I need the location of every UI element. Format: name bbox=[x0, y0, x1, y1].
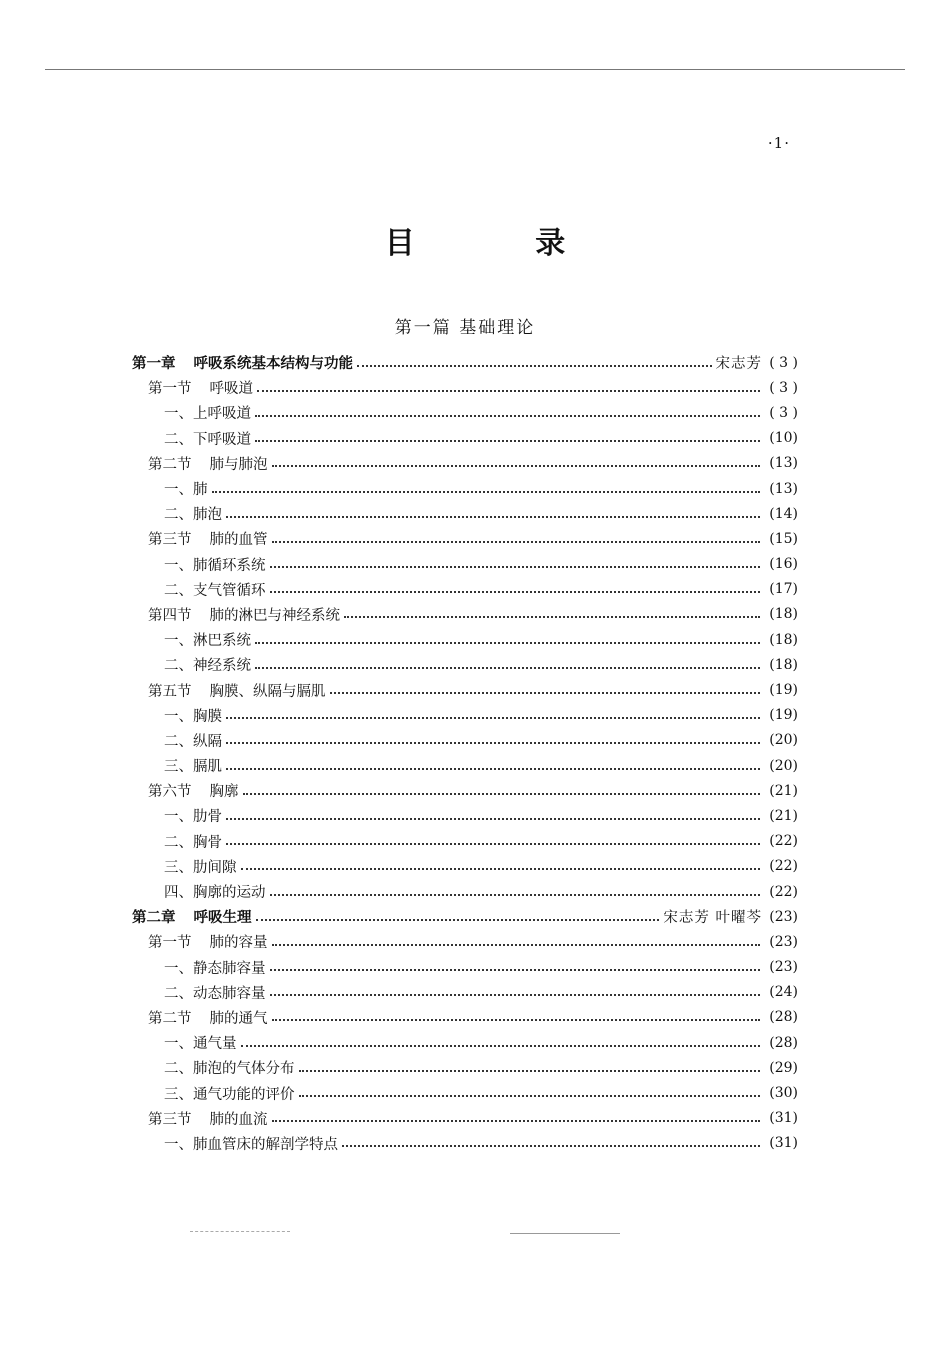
toc-entry-page: ( 3 ) bbox=[769, 379, 798, 396]
toc-subsection-row[interactable] bbox=[132, 552, 798, 577]
toc-entry-page: (22) bbox=[769, 833, 798, 850]
toc-entry-page: (16) bbox=[769, 556, 798, 573]
toc-subsection-row[interactable] bbox=[132, 476, 798, 501]
toc-entry-title: 三、膈肌 bbox=[164, 759, 222, 776]
toc-entry-title: 二、支气管循环 bbox=[164, 582, 266, 599]
toc-entry-label bbox=[164, 1133, 338, 1154]
toc-entry-author: 宋志芳 叶曜芩 bbox=[663, 910, 762, 927]
toc-entry-page: ( 3 ) bbox=[769, 354, 798, 371]
toc-subsection-row[interactable] bbox=[132, 803, 798, 828]
toc-subsection-row[interactable] bbox=[132, 426, 798, 451]
toc-entry-title: 一、肺 bbox=[164, 482, 208, 499]
dot-leader bbox=[226, 715, 760, 719]
toc-entry-label bbox=[164, 957, 266, 978]
toc-entry-title: 胸廓 bbox=[209, 784, 239, 801]
dot-leader bbox=[272, 463, 761, 467]
toc-entry-title: 肺的容量 bbox=[209, 935, 268, 952]
toc-entry-page: (30) bbox=[769, 1085, 798, 1102]
dot-leader bbox=[272, 1118, 761, 1122]
toc-entry-page: (21) bbox=[769, 807, 798, 824]
toc-entry-label bbox=[148, 1007, 268, 1028]
toc-entry-label bbox=[148, 680, 326, 701]
toc-entry-page: (22) bbox=[769, 858, 798, 875]
toc-entry-label bbox=[148, 528, 268, 549]
toc-entry-number: 第二节 bbox=[148, 1010, 192, 1027]
dot-leader bbox=[226, 514, 760, 518]
toc-section-row[interactable] bbox=[132, 929, 798, 954]
dot-leader bbox=[357, 363, 712, 367]
dot-leader bbox=[272, 1017, 761, 1021]
page-title: 目 录 bbox=[384, 226, 621, 261]
toc-entry-label bbox=[164, 1057, 295, 1078]
toc-entry-label bbox=[164, 654, 251, 675]
toc-entry-title: 一、通气量 bbox=[164, 1036, 237, 1053]
table-of-contents bbox=[132, 350, 798, 1156]
toc-entry-title: 三、肋间隙 bbox=[164, 859, 237, 876]
toc-entry-label bbox=[164, 705, 222, 726]
page-number: ·1· bbox=[767, 134, 790, 152]
toc-entry-label bbox=[148, 931, 268, 952]
toc-subsection-row[interactable] bbox=[132, 829, 798, 854]
toc-entry-label bbox=[164, 503, 222, 524]
toc-entry-label bbox=[164, 881, 266, 902]
toc-entry-label bbox=[164, 982, 266, 1003]
toc-subsection-row[interactable] bbox=[132, 854, 798, 879]
toc-entry-page: (21) bbox=[769, 782, 798, 799]
dot-leader bbox=[272, 539, 761, 543]
toc-subsection-row[interactable] bbox=[132, 955, 798, 980]
toc-entry-page: (18) bbox=[769, 631, 798, 648]
toc-entry-page: (23) bbox=[769, 908, 798, 925]
toc-entry-number: 第六节 bbox=[148, 784, 192, 801]
dot-leader bbox=[330, 690, 761, 694]
toc-subsection-row[interactable] bbox=[132, 703, 798, 728]
toc-subsection-row[interactable] bbox=[132, 400, 798, 425]
toc-entry-title: 肺的血流 bbox=[209, 1111, 268, 1128]
dot-leader bbox=[255, 413, 760, 417]
top-rule bbox=[45, 69, 905, 70]
toc-entry-number: 第二章 bbox=[132, 909, 176, 927]
toc-subsection-row[interactable] bbox=[132, 1131, 798, 1156]
toc-entry-label bbox=[132, 352, 353, 373]
toc-entry-title: 一、肺血管床的解剖学特点 bbox=[164, 1136, 338, 1153]
dot-leader bbox=[342, 1143, 760, 1147]
toc-entry-page: (18) bbox=[769, 656, 798, 673]
toc-entry-number: 第一节 bbox=[148, 381, 192, 398]
toc-subsection-row[interactable] bbox=[132, 879, 798, 904]
toc-entry-title: 肺的血管 bbox=[209, 532, 268, 549]
toc-entry-page: (17) bbox=[769, 581, 798, 598]
toc-entry-page: (18) bbox=[769, 606, 798, 623]
scan-artifact-line bbox=[190, 1231, 290, 1232]
toc-entry-page: (23) bbox=[769, 933, 798, 950]
toc-section-row[interactable] bbox=[132, 602, 798, 627]
dot-leader bbox=[256, 917, 660, 921]
toc-entry-title: 二、肺泡 bbox=[164, 507, 222, 524]
dot-leader bbox=[212, 489, 761, 493]
dot-leader bbox=[270, 589, 761, 593]
dot-leader bbox=[270, 967, 761, 971]
toc-entry-label bbox=[164, 554, 266, 575]
toc-entry-page: (31) bbox=[769, 1110, 798, 1127]
toc-subsection-row[interactable] bbox=[132, 501, 798, 526]
dot-leader bbox=[272, 942, 761, 946]
toc-section-row[interactable] bbox=[132, 1005, 798, 1030]
toc-subsection-row[interactable] bbox=[132, 652, 798, 677]
toc-entry-number: 第一章 bbox=[132, 355, 176, 373]
toc-entry-page: (23) bbox=[769, 959, 798, 976]
toc-subsection-row[interactable] bbox=[132, 577, 798, 602]
toc-entry-title: 一、淋巴系统 bbox=[164, 633, 251, 650]
toc-section-row[interactable] bbox=[132, 451, 798, 476]
toc-entry-title: 一、肺循环系统 bbox=[164, 557, 266, 574]
dot-leader bbox=[299, 1093, 761, 1097]
toc-entry-label bbox=[164, 730, 222, 751]
toc-entry-label bbox=[164, 478, 208, 499]
toc-entry-label bbox=[132, 906, 252, 927]
toc-entry-page: (19) bbox=[769, 682, 798, 699]
toc-entry-title: 一、上呼吸道 bbox=[164, 406, 251, 423]
toc-entry-page: (29) bbox=[769, 1059, 798, 1076]
toc-entry-author: 宋志芳 bbox=[715, 356, 762, 373]
toc-entry-title: 二、动态肺容量 bbox=[164, 985, 266, 1002]
dot-leader bbox=[270, 892, 761, 896]
toc-entry-page: (22) bbox=[769, 883, 798, 900]
toc-entry-page: (13) bbox=[769, 455, 798, 472]
toc-entry-title: 肺的淋巴与神经系统 bbox=[209, 607, 340, 624]
toc-entry-title: 一、胸膜 bbox=[164, 708, 222, 725]
toc-entry-title: 肺与肺泡 bbox=[209, 456, 268, 473]
dot-leader bbox=[226, 740, 760, 744]
toc-subsection-row[interactable] bbox=[132, 980, 798, 1005]
toc-subsection-row[interactable] bbox=[132, 1055, 798, 1080]
toc-entry-title: 一、静态肺容量 bbox=[164, 960, 266, 977]
toc-entry-label bbox=[148, 1108, 268, 1129]
toc-entry-title: 胸膜、纵隔与膈肌 bbox=[209, 683, 326, 700]
toc-entry-label bbox=[164, 579, 266, 600]
dot-leader bbox=[255, 640, 760, 644]
toc-entry-title: 一、肋骨 bbox=[164, 809, 222, 826]
toc-entry-label bbox=[164, 428, 251, 449]
toc-entry-title: 呼吸道 bbox=[209, 381, 253, 398]
toc-entry-number: 第三节 bbox=[148, 1111, 192, 1128]
toc-entry-page: (24) bbox=[769, 984, 798, 1001]
dot-leader bbox=[299, 1068, 761, 1072]
toc-entry-label bbox=[148, 377, 253, 398]
scan-artifact-line bbox=[510, 1233, 620, 1234]
toc-section-row[interactable] bbox=[132, 677, 798, 702]
dot-leader bbox=[226, 766, 760, 770]
toc-subsection-row[interactable] bbox=[132, 753, 798, 778]
toc-chapter-row[interactable] bbox=[132, 904, 798, 929]
toc-entry-page: (20) bbox=[769, 732, 798, 749]
toc-entry-label bbox=[164, 856, 237, 877]
toc-entry-title: 二、纵隔 bbox=[164, 733, 222, 750]
toc-entry-title: 二、胸骨 bbox=[164, 834, 222, 851]
toc-entry-page: (20) bbox=[769, 757, 798, 774]
toc-section-row[interactable] bbox=[132, 1106, 798, 1131]
dot-leader bbox=[243, 791, 761, 795]
toc-subsection-row[interactable] bbox=[132, 1080, 798, 1105]
toc-entry-label bbox=[164, 402, 251, 423]
toc-entry-number: 第四节 bbox=[148, 607, 192, 624]
toc-subsection-row[interactable] bbox=[132, 1030, 798, 1055]
dot-leader bbox=[257, 388, 760, 392]
toc-entry-label bbox=[164, 1032, 237, 1053]
dot-leader bbox=[226, 841, 760, 845]
toc-section-row[interactable] bbox=[132, 526, 798, 551]
dot-leader bbox=[255, 438, 760, 442]
toc-entry-page: (19) bbox=[769, 707, 798, 724]
dot-leader bbox=[255, 665, 760, 669]
dot-leader bbox=[241, 1043, 761, 1047]
toc-entry-number: 第一节 bbox=[148, 935, 192, 952]
toc-section-row[interactable] bbox=[132, 778, 798, 803]
toc-entry-number: 第二节 bbox=[148, 456, 192, 473]
toc-entry-page: (15) bbox=[769, 530, 798, 547]
toc-entry-title: 呼吸生理 bbox=[193, 909, 252, 927]
toc-entry-title: 二、下呼吸道 bbox=[164, 431, 251, 448]
toc-entry-label bbox=[164, 1083, 295, 1104]
toc-entry-number: 第三节 bbox=[148, 532, 192, 549]
toc-entry-title: 二、肺泡的气体分布 bbox=[164, 1061, 295, 1078]
toc-entry-page: ( 3 ) bbox=[769, 404, 798, 421]
toc-section-row[interactable] bbox=[132, 375, 798, 400]
dot-leader bbox=[270, 564, 761, 568]
toc-entry-label bbox=[164, 629, 251, 650]
toc-entry-page: (28) bbox=[769, 1034, 798, 1051]
toc-entry-label bbox=[164, 805, 222, 826]
toc-chapter-row[interactable] bbox=[132, 350, 798, 375]
toc-entry-title: 肺的通气 bbox=[209, 1010, 268, 1027]
toc-entry-page: (28) bbox=[769, 1009, 798, 1026]
dot-leader bbox=[226, 816, 760, 820]
toc-entry-page: (14) bbox=[769, 505, 798, 522]
toc-entry-label bbox=[148, 453, 268, 474]
toc-entry-label bbox=[148, 604, 340, 625]
toc-entry-number: 第五节 bbox=[148, 683, 192, 700]
toc-entry-title: 三、通气功能的评价 bbox=[164, 1086, 295, 1103]
toc-entry-label bbox=[164, 755, 222, 776]
toc-entry-page: (10) bbox=[769, 430, 798, 447]
dot-leader bbox=[241, 866, 761, 870]
toc-entry-label bbox=[164, 831, 222, 852]
toc-entry-title: 二、神经系统 bbox=[164, 658, 251, 675]
part-title: 第一篇 基础理论 bbox=[394, 318, 536, 338]
toc-subsection-row[interactable] bbox=[132, 728, 798, 753]
toc-entry-page: (31) bbox=[769, 1135, 798, 1152]
toc-entry-title: 四、胸廓的运动 bbox=[164, 885, 266, 902]
dot-leader bbox=[270, 992, 761, 996]
toc-entry-page: (13) bbox=[769, 480, 798, 497]
toc-entry-title: 呼吸系统基本结构与功能 bbox=[193, 355, 353, 373]
toc-subsection-row[interactable] bbox=[132, 627, 798, 652]
dot-leader bbox=[344, 614, 760, 618]
toc-entry-label bbox=[148, 780, 239, 801]
